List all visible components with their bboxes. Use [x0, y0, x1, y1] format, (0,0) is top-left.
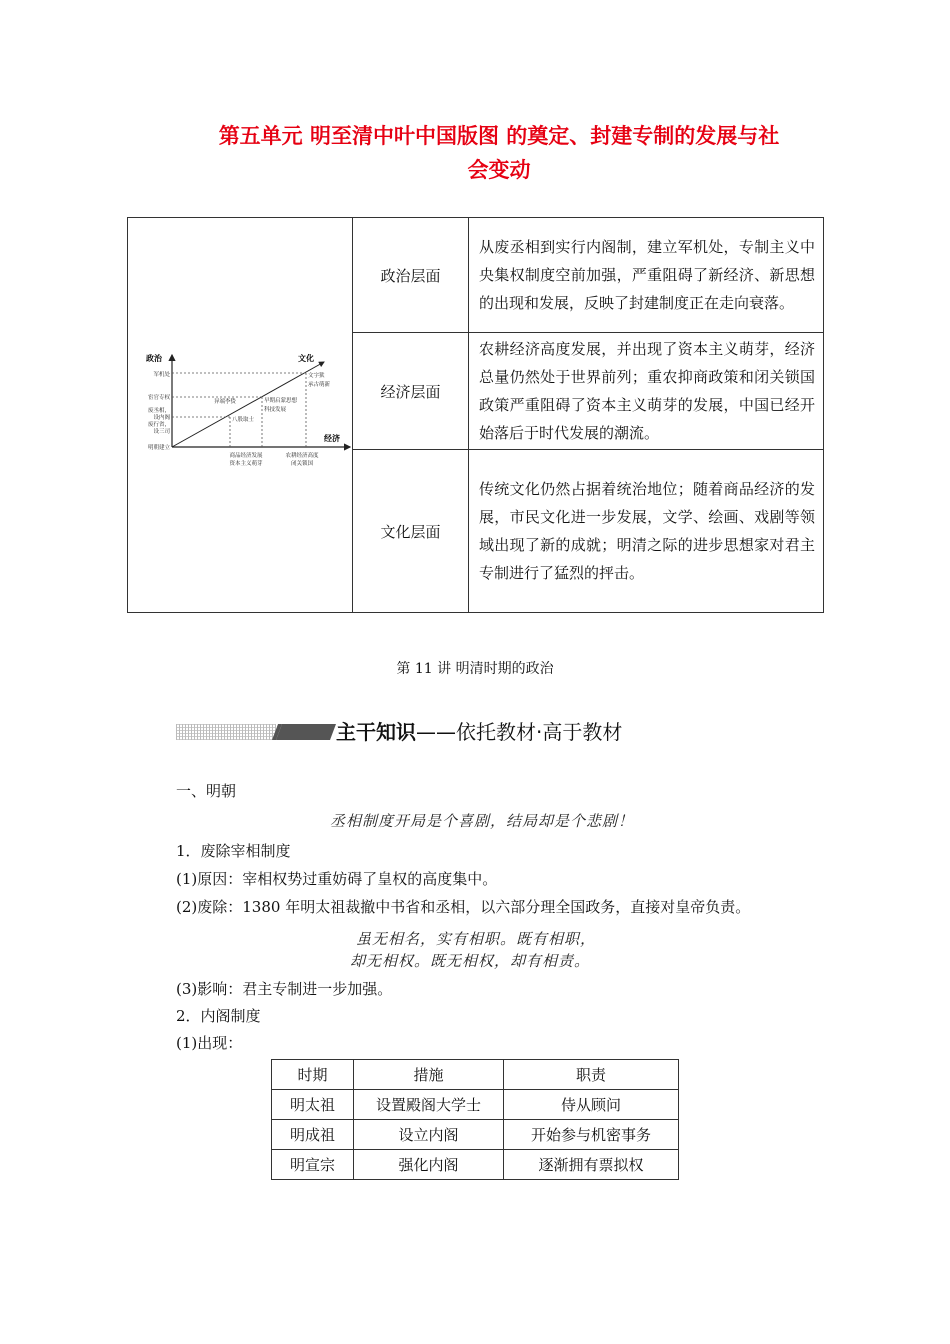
- unit-title-line2: 会变动: [467, 158, 531, 182]
- cell-duty: 开始参与机密事务: [504, 1120, 679, 1150]
- header-duty: 职责: [504, 1060, 679, 1090]
- cell-period: 明宣宗: [272, 1150, 354, 1180]
- unit-title-line1: 第五单元 明至清中叶中国版图 的奠定、封建专制的发展与社: [218, 124, 780, 148]
- desc-politics: 从废丞相到实行内阁制，建立军机处，专制主义中央集权制度空前加强，严重阻碍了新经济、新思想的出现和发展，反映了封建制度正在走向衰落。: [469, 218, 824, 333]
- cell-duty: 侍从顾问: [504, 1090, 679, 1120]
- label-li-zhi: 异端李贽: [214, 399, 237, 405]
- cell-period: 明成祖: [272, 1120, 354, 1150]
- item-abolition: (2)废除：1380 年明太祖裁撤中书省和丞相，以六部分理全国政务，直接对皇帝负责。: [176, 898, 751, 916]
- cabinet-table: [271, 1059, 679, 1180]
- table-row: [272, 1150, 679, 1180]
- x-axis-title: 经济: [324, 434, 340, 443]
- section-banner: [176, 716, 696, 750]
- layer-economy: 经济层面: [353, 333, 469, 450]
- item-abolish-chancellor: 1．废除宰相制度: [176, 842, 291, 860]
- cell-duty: 逐渐拥有票拟权: [504, 1150, 679, 1180]
- politics-economy-culture-diagram: [128, 219, 352, 611]
- item-appearance: (1)出现：: [176, 1034, 243, 1052]
- banner-heading-bold: 主干知识: [336, 720, 416, 744]
- item-reason: (1)原因：宰相权势过重妨碍了皇权的高度集中。: [176, 870, 498, 888]
- layer-culture: 文化层面: [353, 450, 469, 613]
- label-eunuch: 宦官专权: [147, 395, 170, 401]
- table-row: [272, 1120, 679, 1150]
- desc-economy: 农耕经济高度发展，并出现了资本主义萌芽，经济总量仍然处于世界前列；重农抑商政策和闭关锁国政策严重阻碍了资本主义萌芽的发展，中国已经开始落后于时代发展的潮流。: [469, 333, 824, 450]
- label-ming-founded: 明朝建立: [147, 445, 170, 451]
- table-header-row: [272, 1060, 679, 1090]
- label-literary-inquisition: 文字狱: [308, 373, 325, 379]
- header-measure: 措施: [354, 1060, 504, 1090]
- label-farming-economy: 农耕经济高度: [285, 453, 319, 459]
- item-impact: (3)影响：君主专制进一步加强。: [176, 980, 393, 998]
- diagram-cell: [128, 218, 353, 613]
- banner-hatch-decoration: [176, 724, 276, 740]
- banner-heading-rest: ——依托教材·高于教材: [416, 720, 623, 744]
- layer-politics: 政治层面: [353, 218, 469, 333]
- label-three-offices: 设三司: [153, 429, 170, 435]
- header-period: 时期: [272, 1060, 354, 1090]
- label-closed-door: 闭关锁国: [290, 461, 314, 467]
- section-ming: 一、明朝: [176, 782, 237, 800]
- table-row: [272, 1090, 679, 1120]
- lecture-title: 第 11 讲 明清时期的政治: [396, 661, 554, 677]
- cell-period: 明太祖: [272, 1090, 354, 1120]
- desc-culture: 传统文化仍然占据着统治地位；随着商品经济的发展，市民文化进一步发展，文学、绘画、戏剧等领域出现了新的成就；明清之际的进步思想家对君主专制进行了猛烈的抨击。: [469, 450, 824, 613]
- label-commodity-economy: 商品经济发展: [229, 453, 263, 459]
- item-cabinet-system: 2．内阁制度: [176, 1007, 261, 1025]
- label-eight-legged: 八股取士: [232, 417, 255, 423]
- label-junjichu: 军机处: [153, 372, 170, 378]
- overview-table: [127, 217, 824, 613]
- label-cabinet: 设内阁: [153, 415, 170, 421]
- y-axis-title: 政治: [146, 354, 162, 363]
- label-inherit-innovate: 承古萌新: [308, 382, 331, 388]
- cell-measure: 强化内阁: [354, 1150, 504, 1180]
- trend-line: [172, 362, 324, 447]
- banner-bar-decoration: [276, 724, 336, 740]
- banner-heading: [336, 718, 622, 746]
- cell-measure: 设置殿阁大学士: [354, 1090, 504, 1120]
- handwritten-note-2a: 虽无相名，实有相职。既有相职，: [356, 930, 597, 948]
- cell-measure: 设立内阁: [354, 1120, 504, 1150]
- label-enlightenment: 早期启蒙思想: [264, 398, 298, 404]
- label-science: 科技发展: [264, 407, 287, 413]
- handwritten-note-2b: 却无相权。既无相权，却有相责。: [350, 952, 591, 970]
- label-abolish-chancellor: 废丞相，: [147, 408, 170, 414]
- label-capitalism-sprouts: 资本主义萌芽: [229, 461, 263, 467]
- handwritten-note-1: 丞相制度开局是个喜剧，结局却是个悲剧！: [330, 812, 635, 830]
- label-abolish-province: 废行省，: [147, 422, 170, 428]
- culture-axis-title: 文化: [298, 354, 314, 363]
